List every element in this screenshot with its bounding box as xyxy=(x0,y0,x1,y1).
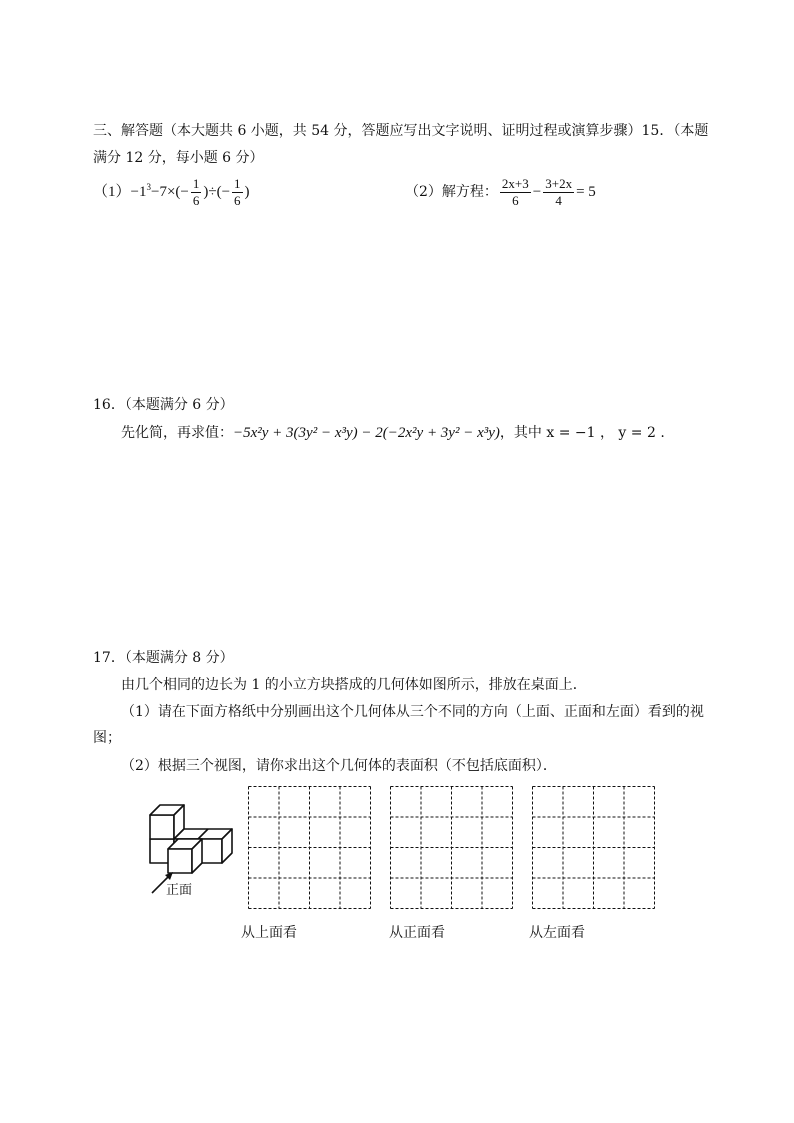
caption-front-view: 从正面看 xyxy=(389,925,445,941)
q17-intro: 由几个相同的边长为 1 的小立方块搭成的几何体如图所示，排放在桌面上． xyxy=(121,677,587,693)
q15-part2-minus: − xyxy=(532,183,542,200)
frac-num: 1 xyxy=(234,176,241,191)
frac-num: 3+2x xyxy=(545,176,573,191)
q15-part2-rhs: = 5 xyxy=(576,183,596,200)
q17-part2: （2）根据三个视图，请你求出这个几何体的表面积（不包括底面积）． xyxy=(121,758,557,774)
q15-part1-expr-a: −1 xyxy=(130,183,147,200)
frac-den: 4 xyxy=(555,193,562,208)
caption-top-view: 从上面看 xyxy=(241,925,297,941)
q15-part2-label: （2）解方程： xyxy=(405,183,498,200)
cube-figure xyxy=(140,797,245,902)
frac-den: 6 xyxy=(234,193,241,208)
frac-num: 2x+3 xyxy=(501,176,529,191)
q16-body xyxy=(121,422,665,442)
q15-part1-exponent: 3 xyxy=(146,181,151,192)
q15-part1-fraction xyxy=(191,176,202,209)
frac-den: 6 xyxy=(512,193,519,208)
grid-front-view[interactable] xyxy=(390,786,513,909)
q15-part1-fraction2 xyxy=(232,176,243,209)
q17-heading: 17．（本题满分 8 分） xyxy=(93,650,234,666)
q16-prompt: 先化简，再求值： xyxy=(121,425,233,441)
q15-part2 xyxy=(405,176,596,209)
grid-left-view[interactable] xyxy=(532,786,655,909)
q17-part1-cont: 图； xyxy=(93,730,121,746)
grid-top-view[interactable] xyxy=(248,786,371,909)
q17-part1: （1）请在下面方格纸中分别画出这个几何体从三个不同的方向（上面、正面和左面）看到的视 xyxy=(121,704,704,720)
section-heading-cont: 满分 12 分，每小题 6 分） xyxy=(93,150,264,166)
q16-condition: ，其中 x = −1 ， y = 2 . xyxy=(499,425,665,441)
q15-part1-expr-b: −7×(− xyxy=(150,183,189,200)
q16-heading: 16．（本题满分 6 分） xyxy=(93,397,234,413)
q15-part1-expr-c: )÷(− xyxy=(203,183,231,200)
frac-den: 6 xyxy=(192,193,200,208)
q16-expression: −5x²y + 3(3y² − x³y) − 2(−2x²y + 3y² − x³y) xyxy=(233,425,500,441)
q15-part1-label: （1） xyxy=(93,183,131,200)
q15-part2-fraction1 xyxy=(500,176,531,209)
figure-label-front: 正面 xyxy=(166,883,193,898)
q15-part2-fraction2 xyxy=(543,176,574,209)
caption-left-view: 从左面看 xyxy=(529,925,585,941)
q15-part1-expr-d: ) xyxy=(244,183,250,200)
section-heading: 三、解答题（本大题共 6 小题，共 54 分，答题应写出文字说明、证明过程或演算步骤）15．（本题 xyxy=(93,123,709,139)
frac-num: 1 xyxy=(192,176,200,191)
q15-part1 xyxy=(93,176,250,209)
